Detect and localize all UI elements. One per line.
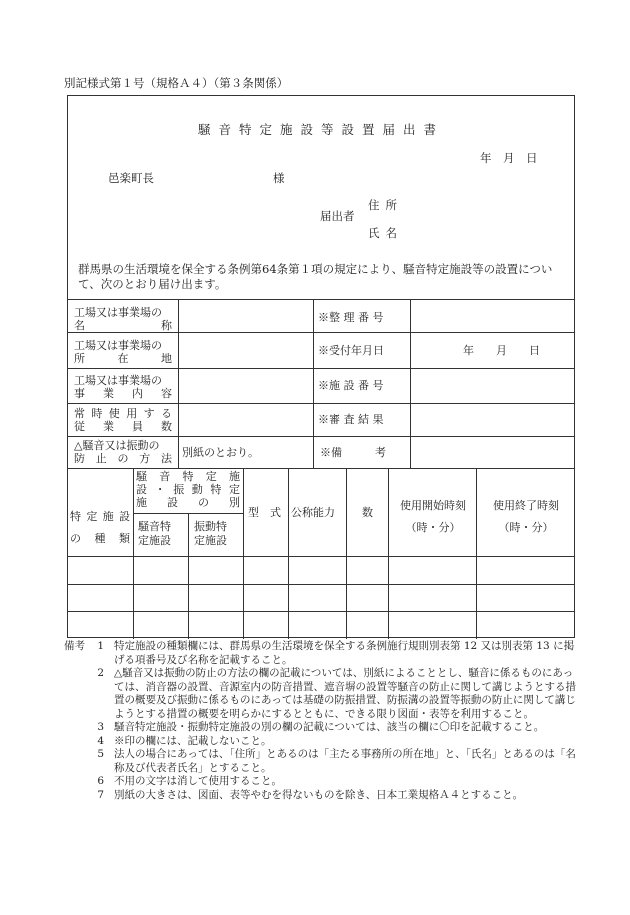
form-label: 別記様式第１号（規格Ａ４）（第３条関係） [64,76,289,90]
note-item: 3 騒音特定施設・振動特定施設の別の欄の記載については、該当の欄に〇印を記載すること。 [97,721,545,733]
divider [476,468,477,639]
facility-number-input[interactable] [415,372,570,399]
divider [68,584,574,585]
note-item: 7 別紙の大きさは、図面、表等やむを得ないものを除き、日本工業規格Ａ４とすること。 [97,788,524,801]
review-result-label: ※審 査 結 果 [318,413,384,426]
declaration-text: 群馬県の生活環境を保全する条例第64条第１項の規定により、騒音特定施設等の設置について、次のとおり届け出ます。 [78,262,553,291]
ref-number-label: ※整 理 番 号 [318,311,384,324]
prevention-method-label: △騒音又は振動の 防 止 の 方 法 [74,439,172,465]
vibration-facility-header: 振動特 定施設 [194,520,227,547]
divider [68,403,574,404]
business-content-input[interactable] [183,372,308,399]
applicant-name-label[interactable]: 氏名 [368,226,403,240]
divider [188,513,189,639]
divider [243,468,244,639]
facility-kind-header: 特定施設 の 種 類 [70,510,130,545]
noise-facility-header: 騒音特 定施設 [138,520,171,547]
divider [68,556,574,557]
divider [410,299,411,468]
facility-number-label: ※施 設 番 号 [318,379,384,392]
factory-name-label: 工場又は事業場の 名 称 [74,306,172,332]
receipt-date-value[interactable]: 年 月 日 [463,344,540,357]
divider [313,299,314,468]
receipt-date-label: ※受付年月日 [318,344,384,357]
note-item: 5 法人の場合にあっては、「住所」とあるのは「主たる事務所の所在地」と、「氏名」とあるのは「名称及び代表者氏名」とすること。 [97,748,576,774]
divider [68,468,574,469]
count-header: 数 [362,506,373,519]
model-header: 型 式 [248,506,281,519]
start-time-header: 使用開始時刻 （時・分） [400,499,466,534]
note-item: 4 ※印の欄には、記載しないこと。 [97,734,272,747]
form-frame [67,95,575,638]
factory-address-label: 工場又は事業場の 所 在 地 [74,339,172,365]
ref-number-input[interactable] [415,303,570,329]
notes-section [64,640,578,802]
prevention-method-value[interactable]: 別紙のとおり。 [182,446,259,459]
divider [288,468,289,639]
business-content-label: 工場又は事業場の 事 業 内 容 [74,374,172,400]
notes-label: 備考 [64,640,85,652]
applicant-address-label[interactable]: 住所 [368,198,403,212]
divider [388,468,389,639]
form-title: 騒音特定施設等設置届出書 [197,122,444,137]
review-result-input[interactable] [415,407,570,433]
facility-type-group-header: 騒 音 特 定 施 設・振動特定 施 設 の 別 [136,470,240,509]
divider [346,468,347,639]
end-time-header: 使用終了時刻 （時・分） [493,499,559,534]
note-item: 1 特定施設の種類欄には、群馬県の生活環境を保全する条例施行規則別表第 12 又は別表第 13 に掲げる項番号及び名称を記載すること。 [97,640,575,666]
addressee: 邑楽町長 [108,171,154,185]
divider [68,436,574,437]
capacity-header: 公称能力 [291,506,335,519]
factory-address-input[interactable] [183,336,308,364]
employees-label: 常時使用する 従 業 員 数 [74,407,172,433]
divider [68,368,574,369]
date-line[interactable]: 年 月 日 [480,151,538,165]
note-item: 6 不用の文字は消して使用すること。 [97,775,282,787]
divider [133,468,134,639]
applicant-label: 届出者 [320,209,355,223]
remarks-label: ※備 考 [320,446,386,459]
divider [178,299,179,468]
divider [68,332,574,333]
employees-input[interactable] [183,407,308,433]
divider [68,611,574,612]
addressee-honorific: 様 [273,171,285,185]
divider [68,299,574,300]
note-item: 2 △騒音又は振動の防止の方法の欄の記載については、別紙によることとし、騒音に係るものにあっては、消音器の設置、音源室内の防音措置、遮音塀の設置等騒音の防止に関して講じようとする措置の概要及び振動に係るものにあっては基礎の防振措置、防振溝の設置等振動の防止に関して講じようとする措置の概要を明らかにするとともに、できる限り図面・表等を利用すること。 [97,667,576,720]
factory-name-input[interactable] [183,303,308,329]
